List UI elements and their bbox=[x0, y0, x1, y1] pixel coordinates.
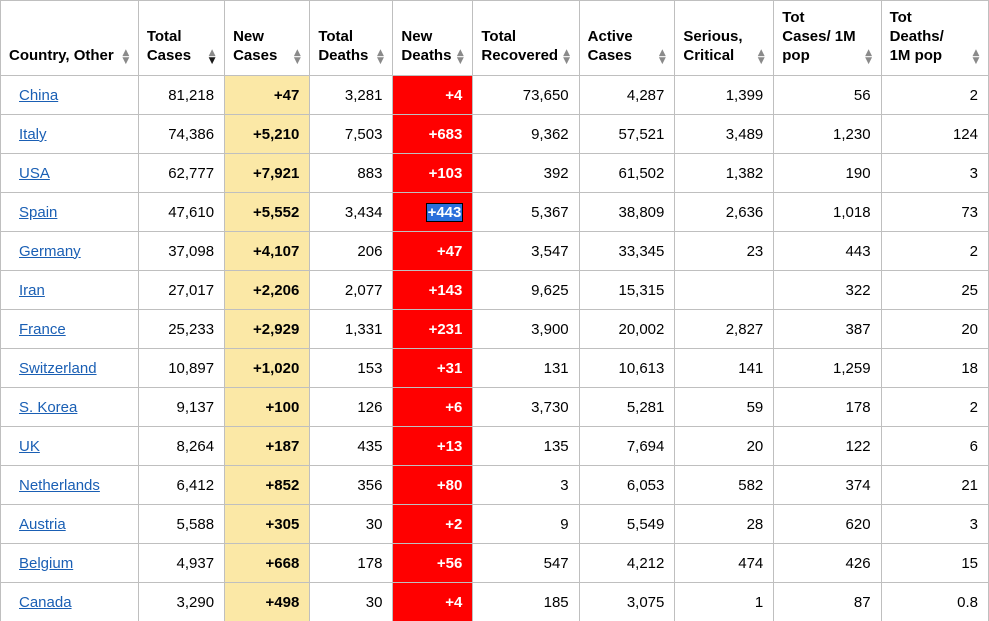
cell-total-cases: 27,017 bbox=[138, 271, 224, 310]
cell-deaths-per-million: 0.8 bbox=[881, 583, 988, 621]
cell-cases-per-million: 190 bbox=[774, 154, 881, 193]
cell-active-cases: 38,809 bbox=[579, 193, 675, 232]
cell-cases-per-million: 443 bbox=[774, 232, 881, 271]
column-header-country[interactable] bbox=[1, 1, 139, 76]
cell-total-cases: 25,233 bbox=[138, 310, 224, 349]
cell-cases-per-million: 122 bbox=[774, 427, 881, 466]
cell-serious-critical: 1,382 bbox=[675, 154, 774, 193]
column-header-new-cases[interactable] bbox=[225, 1, 310, 76]
cell-total-recovered: 547 bbox=[473, 544, 579, 583]
country-link[interactable]: Canada bbox=[19, 593, 72, 611]
column-header-new-deaths[interactable] bbox=[393, 1, 473, 76]
cell-total-cases: 62,777 bbox=[138, 154, 224, 193]
column-header-total-cases-label: Total Cases bbox=[146, 27, 192, 64]
sort-icon[interactable]: ▲ ▼ bbox=[376, 48, 384, 67]
sort-icon[interactable]: ▲ ▼ bbox=[563, 48, 571, 67]
cell-total-recovered: 5,367 bbox=[473, 193, 579, 232]
cell-total-recovered: 3,547 bbox=[473, 232, 579, 271]
cell-total-cases: 10,897 bbox=[138, 349, 224, 388]
cell-cases-per-million: 426 bbox=[774, 544, 881, 583]
table-row bbox=[1, 310, 989, 349]
cell-total-recovered: 185 bbox=[473, 583, 579, 621]
cell-country bbox=[1, 349, 139, 388]
cell-cases-per-million: 374 bbox=[774, 466, 881, 505]
cell-total-recovered: 3,730 bbox=[473, 388, 579, 427]
column-header-serious-critical-label: Serious, Critical bbox=[683, 27, 743, 64]
cell-total-recovered: 131 bbox=[473, 349, 579, 388]
country-link[interactable]: Spain bbox=[19, 203, 58, 221]
sort-icon[interactable]: ▲ ▼ bbox=[658, 48, 666, 67]
cell-total-recovered: 9,362 bbox=[473, 115, 579, 154]
cell-new-cases: +668 bbox=[225, 544, 310, 583]
table-row bbox=[1, 232, 989, 271]
table-row bbox=[1, 154, 989, 193]
cell-serious-critical: 20 bbox=[675, 427, 774, 466]
sort-icon[interactable]: ▲ ▼ bbox=[293, 48, 301, 67]
cell-total-deaths: 30 bbox=[310, 505, 393, 544]
cell-serious-critical: 23 bbox=[675, 232, 774, 271]
cell-active-cases: 6,053 bbox=[579, 466, 675, 505]
table-row bbox=[1, 583, 989, 621]
country-link[interactable]: China bbox=[19, 86, 59, 104]
column-header-deaths-per-million-label: Tot Deaths/ 1M pop bbox=[889, 9, 944, 64]
cell-deaths-per-million: 2 bbox=[881, 388, 988, 427]
cell-country bbox=[1, 310, 139, 349]
cell-country bbox=[1, 154, 139, 193]
table-row bbox=[1, 505, 989, 544]
column-header-total-recovered-label: Total Recovered bbox=[481, 27, 559, 64]
cell-active-cases: 4,212 bbox=[579, 544, 675, 583]
table-row bbox=[1, 544, 989, 583]
cell-serious-critical: 1,399 bbox=[675, 76, 774, 115]
column-header-serious-critical[interactable] bbox=[675, 1, 774, 76]
cell-cases-per-million: 56 bbox=[774, 76, 881, 115]
cell-active-cases: 15,315 bbox=[579, 271, 675, 310]
sort-icon[interactable]: ▲ ▼ bbox=[865, 48, 873, 67]
cell-new-cases: +1,020 bbox=[225, 349, 310, 388]
cell-new-deaths: +13 bbox=[393, 427, 473, 466]
cell-total-deaths: 356 bbox=[310, 466, 393, 505]
cell-total-deaths: 7,503 bbox=[310, 115, 393, 154]
table-row bbox=[1, 115, 989, 154]
cell-serious-critical: 2,827 bbox=[675, 310, 774, 349]
cell-total-deaths: 3,281 bbox=[310, 76, 393, 115]
country-link[interactable]: Italy bbox=[19, 125, 47, 143]
cell-total-deaths: 3,434 bbox=[310, 193, 393, 232]
column-header-cases-per-million[interactable] bbox=[774, 1, 881, 76]
cell-serious-critical bbox=[675, 271, 774, 310]
selected-text: +443 bbox=[427, 203, 462, 221]
cell-serious-critical: 141 bbox=[675, 349, 774, 388]
table-row bbox=[1, 388, 989, 427]
cell-new-cases: +498 bbox=[225, 583, 310, 621]
cell-new-deaths: +31 bbox=[393, 349, 473, 388]
cell-active-cases: 3,075 bbox=[579, 583, 675, 621]
cell-deaths-per-million: 3 bbox=[881, 154, 988, 193]
cell-cases-per-million: 178 bbox=[774, 388, 881, 427]
cell-new-deaths: +47 bbox=[393, 232, 473, 271]
cell-total-deaths: 30 bbox=[310, 583, 393, 621]
cell-deaths-per-million: 2 bbox=[881, 232, 988, 271]
cell-new-deaths: +6 bbox=[393, 388, 473, 427]
cell-country bbox=[1, 76, 139, 115]
table-row bbox=[1, 76, 989, 115]
cell-total-cases: 37,098 bbox=[138, 232, 224, 271]
cell-new-cases: +5,210 bbox=[225, 115, 310, 154]
header-row bbox=[1, 1, 989, 76]
cell-country bbox=[1, 193, 139, 232]
cell-new-deaths: +80 bbox=[393, 466, 473, 505]
cell-country bbox=[1, 466, 139, 505]
column-header-total-cases[interactable] bbox=[138, 1, 224, 76]
cell-new-deaths: +683 bbox=[393, 115, 473, 154]
cell-country bbox=[1, 388, 139, 427]
table-header bbox=[1, 1, 989, 76]
cell-country bbox=[1, 232, 139, 271]
cell-deaths-per-million: 20 bbox=[881, 310, 988, 349]
cell-active-cases: 33,345 bbox=[579, 232, 675, 271]
sort-icon[interactable]: ▲ ▼ bbox=[456, 48, 464, 67]
cell-new-deaths: +4 bbox=[393, 76, 473, 115]
table-row bbox=[1, 427, 989, 466]
cell-total-cases: 4,937 bbox=[138, 544, 224, 583]
table-row bbox=[1, 271, 989, 310]
cell-serious-critical: 582 bbox=[675, 466, 774, 505]
country-link[interactable]: Netherlands bbox=[19, 476, 100, 494]
cell-active-cases: 5,281 bbox=[579, 388, 675, 427]
sort-icon-active[interactable]: ▲ ▼ bbox=[208, 48, 216, 67]
cell-country bbox=[1, 544, 139, 583]
cell-deaths-per-million: 2 bbox=[881, 76, 988, 115]
cell-total-deaths: 206 bbox=[310, 232, 393, 271]
cell-total-cases: 5,588 bbox=[138, 505, 224, 544]
country-link[interactable]: Belgium bbox=[19, 554, 74, 572]
cell-total-recovered: 9 bbox=[473, 505, 579, 544]
country-link[interactable]: France bbox=[19, 320, 66, 338]
cell-active-cases: 61,502 bbox=[579, 154, 675, 193]
country-link[interactable]: Germany bbox=[19, 242, 81, 260]
cell-deaths-per-million: 73 bbox=[881, 193, 988, 232]
cell-deaths-per-million: 15 bbox=[881, 544, 988, 583]
cell-new-cases: +5,552 bbox=[225, 193, 310, 232]
sort-icon[interactable]: ▲ ▼ bbox=[122, 48, 130, 67]
cell-deaths-per-million: 3 bbox=[881, 505, 988, 544]
cell-country bbox=[1, 427, 139, 466]
country-link[interactable]: Austria bbox=[19, 515, 66, 533]
column-header-active-cases-label: Active Cases bbox=[587, 27, 633, 64]
column-header-total-deaths[interactable] bbox=[310, 1, 393, 76]
cell-total-cases: 6,412 bbox=[138, 466, 224, 505]
cell-cases-per-million: 1,018 bbox=[774, 193, 881, 232]
column-header-total-deaths-label: Total Deaths bbox=[318, 27, 369, 64]
table-body bbox=[1, 76, 989, 621]
cell-new-deaths: +2 bbox=[393, 505, 473, 544]
cell-country bbox=[1, 505, 139, 544]
cell-serious-critical: 2,636 bbox=[675, 193, 774, 232]
cell-total-cases: 81,218 bbox=[138, 76, 224, 115]
cell-active-cases: 10,613 bbox=[579, 349, 675, 388]
cell-cases-per-million: 87 bbox=[774, 583, 881, 621]
cell-total-recovered: 9,625 bbox=[473, 271, 579, 310]
cell-total-cases: 47,610 bbox=[138, 193, 224, 232]
sort-icon[interactable]: ▲ ▼ bbox=[972, 48, 980, 67]
country-link[interactable]: Iran bbox=[19, 281, 45, 299]
cell-new-cases: +305 bbox=[225, 505, 310, 544]
table-row bbox=[1, 193, 989, 232]
cell-serious-critical: 59 bbox=[675, 388, 774, 427]
column-header-country-label: Country, Other bbox=[9, 46, 114, 64]
cell-deaths-per-million: 6 bbox=[881, 427, 988, 466]
column-header-total-recovered[interactable] bbox=[473, 1, 579, 76]
cell-deaths-per-million: 21 bbox=[881, 466, 988, 505]
cell-new-cases: +2,206 bbox=[225, 271, 310, 310]
country-link[interactable]: UK bbox=[19, 437, 40, 455]
cell-cases-per-million: 620 bbox=[774, 505, 881, 544]
cell-active-cases: 4,287 bbox=[579, 76, 675, 115]
column-header-new-cases-label: New Cases bbox=[233, 27, 278, 64]
cell-total-cases: 74,386 bbox=[138, 115, 224, 154]
cell-serious-critical: 3,489 bbox=[675, 115, 774, 154]
cell-country bbox=[1, 271, 139, 310]
cell-active-cases: 20,002 bbox=[579, 310, 675, 349]
cell-cases-per-million: 322 bbox=[774, 271, 881, 310]
cell-deaths-per-million: 124 bbox=[881, 115, 988, 154]
cell-total-deaths: 153 bbox=[310, 349, 393, 388]
cell-active-cases: 57,521 bbox=[579, 115, 675, 154]
cell-new-deaths: +231 bbox=[393, 310, 473, 349]
cell-new-deaths bbox=[393, 193, 473, 232]
country-link[interactable]: S. Korea bbox=[19, 398, 78, 416]
cell-new-cases: +187 bbox=[225, 427, 310, 466]
cell-country bbox=[1, 115, 139, 154]
cell-new-cases: +2,929 bbox=[225, 310, 310, 349]
cell-total-recovered: 392 bbox=[473, 154, 579, 193]
cell-cases-per-million: 1,230 bbox=[774, 115, 881, 154]
cell-new-cases: +4,107 bbox=[225, 232, 310, 271]
cell-country bbox=[1, 583, 139, 621]
cell-deaths-per-million: 25 bbox=[881, 271, 988, 310]
cell-total-deaths: 2,077 bbox=[310, 271, 393, 310]
cell-new-deaths: +4 bbox=[393, 583, 473, 621]
country-link[interactable]: Switzerland bbox=[19, 359, 97, 377]
cell-new-cases: +47 bbox=[225, 76, 310, 115]
column-header-deaths-per-million[interactable] bbox=[881, 1, 988, 76]
country-link[interactable]: USA bbox=[19, 164, 50, 182]
cell-serious-critical: 1 bbox=[675, 583, 774, 621]
cell-total-cases: 8,264 bbox=[138, 427, 224, 466]
column-header-new-deaths-label: New Deaths bbox=[401, 27, 452, 64]
cell-total-recovered: 3,900 bbox=[473, 310, 579, 349]
cell-active-cases: 5,549 bbox=[579, 505, 675, 544]
cell-serious-critical: 28 bbox=[675, 505, 774, 544]
table-row bbox=[1, 349, 989, 388]
column-header-cases-per-million-label: Tot Cases/ 1M pop bbox=[782, 9, 856, 64]
cell-new-deaths: +56 bbox=[393, 544, 473, 583]
cell-total-deaths: 435 bbox=[310, 427, 393, 466]
cell-deaths-per-million: 18 bbox=[881, 349, 988, 388]
cell-total-recovered: 135 bbox=[473, 427, 579, 466]
cell-total-cases: 3,290 bbox=[138, 583, 224, 621]
cell-total-deaths: 1,331 bbox=[310, 310, 393, 349]
cell-total-deaths: 126 bbox=[310, 388, 393, 427]
table-row bbox=[1, 466, 989, 505]
cell-new-cases: +852 bbox=[225, 466, 310, 505]
cell-total-recovered: 3 bbox=[473, 466, 579, 505]
cell-cases-per-million: 387 bbox=[774, 310, 881, 349]
cell-new-deaths: +143 bbox=[393, 271, 473, 310]
sort-icon[interactable]: ▲ ▼ bbox=[757, 48, 765, 67]
cell-total-deaths: 178 bbox=[310, 544, 393, 583]
cell-new-cases: +7,921 bbox=[225, 154, 310, 193]
column-header-active-cases[interactable] bbox=[579, 1, 675, 76]
cell-new-deaths: +103 bbox=[393, 154, 473, 193]
cell-total-deaths: 883 bbox=[310, 154, 393, 193]
cell-serious-critical: 474 bbox=[675, 544, 774, 583]
cell-new-cases: +100 bbox=[225, 388, 310, 427]
cell-cases-per-million: 1,259 bbox=[774, 349, 881, 388]
cell-active-cases: 7,694 bbox=[579, 427, 675, 466]
cell-total-cases: 9,137 bbox=[138, 388, 224, 427]
cell-total-recovered: 73,650 bbox=[473, 76, 579, 115]
